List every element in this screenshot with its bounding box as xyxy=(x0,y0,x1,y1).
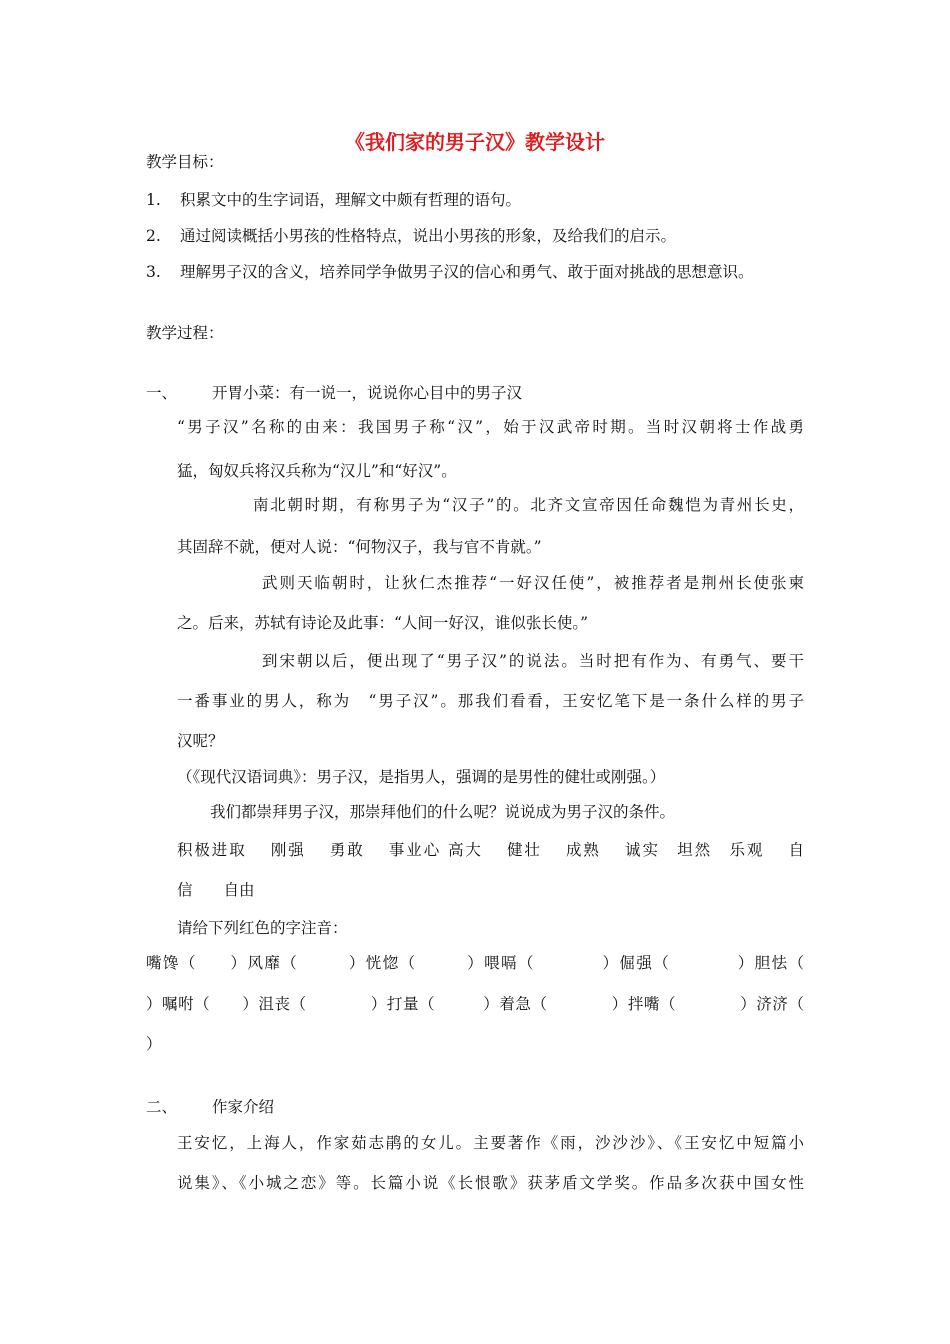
section-2-heading xyxy=(146,1097,274,1117)
objective-number: 2. xyxy=(146,227,161,245)
pinyin-exercise-line: ）嘱咐（ ）沮丧（ ）打量（ ）着急（ ）拌嘴（ ）济济（ xyxy=(146,995,804,1013)
author-intro-line: 王安忆，上海人，作家茹志鹃的女儿。主要著作《雨，沙沙沙》、《王安忆中短篇小 xyxy=(177,1134,804,1152)
objective-item-1 xyxy=(146,190,521,210)
process-heading: 教学过程： xyxy=(146,324,224,342)
section-title: 作家介绍 xyxy=(212,1098,275,1116)
dictionary-definition: （《现代汉语词典》：男子汉，是指男人，强调的是男性的健壮或刚强。） xyxy=(177,768,666,786)
pinyin-exercise-line: ） xyxy=(146,1035,162,1053)
objective-number: 1. xyxy=(146,191,161,209)
objective-text: 通过阅读概括小男孩的性格特点，说出小男孩的形象，及给我们的启示。 xyxy=(180,227,677,245)
section-number: 二、 xyxy=(146,1098,178,1116)
objective-item-3 xyxy=(146,262,754,282)
wu-zetian-paragraph-line: 之。后来，苏轼有诗论及此事：“人间一好汉，谁似张长使。” xyxy=(177,614,589,632)
song-dynasty-paragraph-line: 汉呢？ xyxy=(177,732,224,750)
author-intro-line: 说集》、《小城之恋》等。长篇小说《长恨歌》获茅盾文学奖。作品多次获中国女性 xyxy=(177,1174,804,1192)
wu-zetian-paragraph-line: 武则天临朝时，让狄仁杰推荐“一好汉任使”，被推荐者是荆州长使张柬 xyxy=(262,574,804,592)
section-title: 开胃小菜：有一说一，说说你心目中的男子汉 xyxy=(212,384,523,402)
song-dynasty-paragraph-line: 到宋朝以后，便出现了“男子汉”的说法。当时把有作为、有勇气、要干 xyxy=(262,652,804,670)
worship-question: 我们都崇拜男子汉，那崇拜他们的什么呢？说说成为男子汉的条件。 xyxy=(210,803,676,821)
qualities-list-line: 信 自由 xyxy=(177,881,255,899)
song-dynasty-paragraph-line: 一番事业的男人，称为 “男子汉”。那我们看看，王安忆笔下是一条什么样的男子 xyxy=(177,692,804,710)
section-number: 一、 xyxy=(146,384,178,402)
objectives-heading: 教学目标： xyxy=(146,153,224,171)
northern-southern-paragraph-line: 南北朝时期，有称男子为“汉子”的。北齐文宣帝因任命魏恺为青州长史， xyxy=(253,496,804,514)
origin-paragraph-line: “男子汉”名称的由来：我国男子称“汉”，始于汉武帝时期。当时汉朝将士作战勇 xyxy=(177,418,804,436)
northern-southern-paragraph-line: 其固辞不就，便对人说：“何物汉子，我与官不肯就。” xyxy=(177,538,542,556)
pinyin-exercise-line: 嘴馋（ ）风靡（ ）恍惚（ ）喂嗝（ ）倔强（ ）胆怯（ xyxy=(146,954,804,972)
document-title: 《我们家的男子汉》教学设计 xyxy=(345,130,605,154)
qualities-list-line: 积极进取 刚强 勇敢 事业心 高大 健壮 成熟 诚实 坦然 乐观 自 xyxy=(177,841,804,859)
objective-text: 积累文中的生字词语，理解文中颇有哲理的语句。 xyxy=(180,191,522,209)
origin-paragraph-line: 猛，匈奴兵将汉兵称为“汉儿”和“好汉”。 xyxy=(177,462,457,480)
objective-number: 3. xyxy=(146,263,161,281)
pinyin-prompt: 请给下列红色的字注音： xyxy=(177,919,348,937)
section-1-heading xyxy=(146,383,522,403)
objective-text: 理解男子汉的含义，培养同学争做男子汉的信心和勇气、敢于面对挑战的思想意识。 xyxy=(180,263,754,281)
objective-item-2 xyxy=(146,226,676,246)
